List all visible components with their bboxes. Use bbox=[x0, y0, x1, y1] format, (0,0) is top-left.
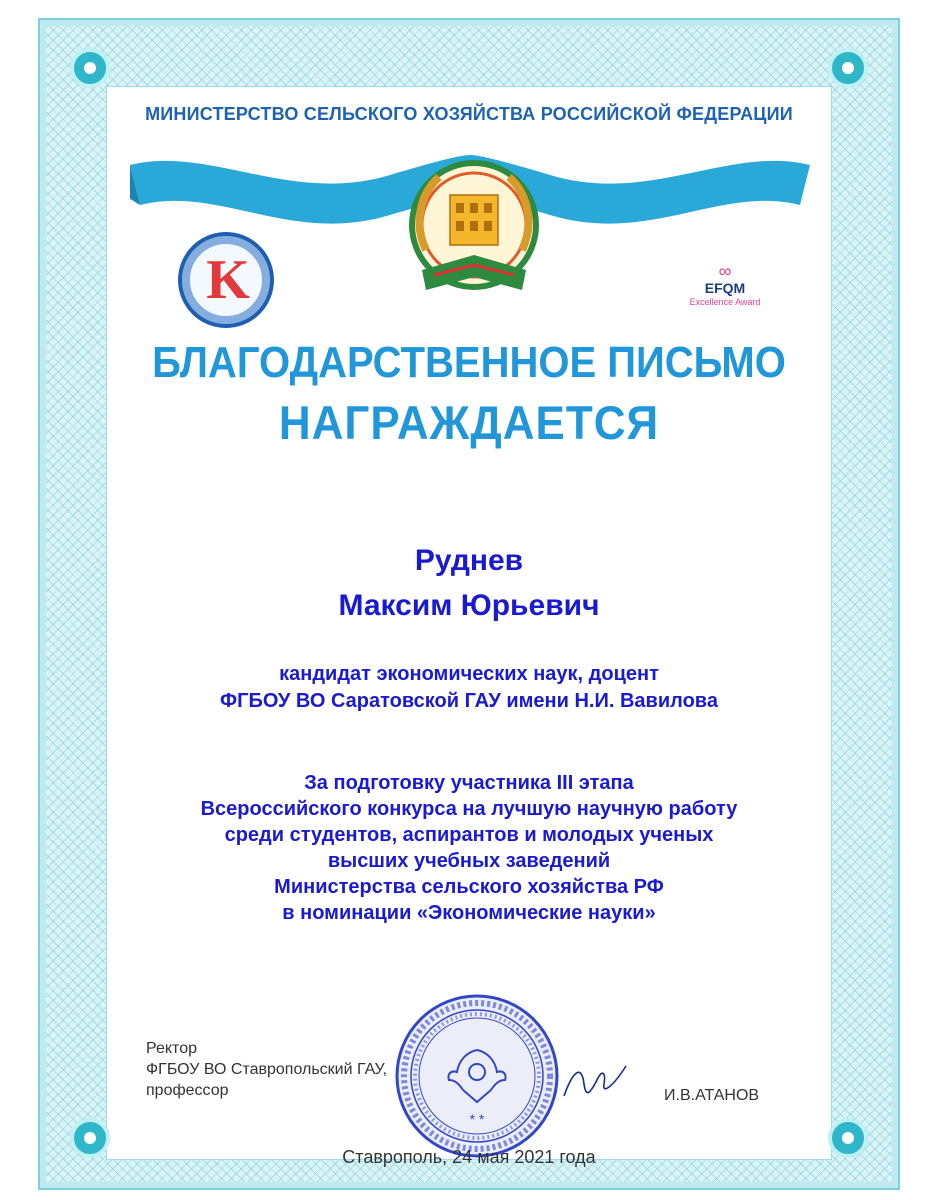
recipient-position bbox=[106, 661, 832, 715]
reason-line: высших учебных заведений bbox=[327, 850, 611, 872]
svg-text:* *: * * bbox=[469, 1111, 485, 1127]
corner-ornament-icon bbox=[70, 1118, 110, 1158]
signatory-name: И.В.АТАНОВ bbox=[664, 1087, 760, 1104]
reason-line: Всероссийского конкурса на лучшую научную работу bbox=[200, 798, 738, 820]
award-reason bbox=[106, 770, 832, 926]
corner-ornament-icon bbox=[70, 48, 110, 88]
handwritten-signature-icon bbox=[560, 1058, 630, 1108]
reason-line: За подготовку участника III этапа bbox=[304, 772, 634, 794]
ministry-heading: МИНИСТЕРСТВО СЕЛЬСКОГО ХОЗЯЙСТВА РОССИЙСКОЙ ФЕДЕРАЦИИ bbox=[145, 104, 793, 124]
corner-ornament-icon bbox=[828, 48, 868, 88]
recipient-given-names: Максим Юрьевич bbox=[338, 589, 600, 622]
efqm-infinity-icon: ∞ bbox=[718, 261, 732, 281]
issue-date: Ставрополь, 24 мая 2021 года bbox=[342, 1147, 596, 1167]
corner-ornament-icon bbox=[828, 1118, 868, 1158]
efqm-logo: ∞ EFQM Excellence Award bbox=[670, 262, 780, 308]
signatory-title: Ректор ФГБОУ ВО Ставропольский ГАУ, профессор bbox=[146, 1040, 388, 1099]
position-line: ФГБОУ ВО Саратовской ГАУ имени Н.И. Вавилова bbox=[220, 690, 718, 712]
reason-line: в номинации «Экономические науки» bbox=[282, 902, 656, 924]
reason-line: Министерства сельского хозяйства РФ bbox=[274, 876, 664, 898]
document-title: БЛАГОДАРСТВЕННОЕ ПИСЬМО bbox=[152, 339, 786, 387]
quality-award-emblem-icon: K bbox=[178, 232, 274, 328]
university-emblem-icon bbox=[404, 155, 544, 305]
position-line: кандидат экономических наук, доцент bbox=[279, 663, 659, 685]
recipient-surname: Руднев bbox=[414, 544, 524, 577]
document-subtitle: НАГРАЖДАЕТСЯ bbox=[278, 396, 660, 450]
official-seal-icon bbox=[393, 992, 561, 1160]
reason-line: среди студентов, аспирантов и молодых ученых bbox=[224, 824, 714, 846]
